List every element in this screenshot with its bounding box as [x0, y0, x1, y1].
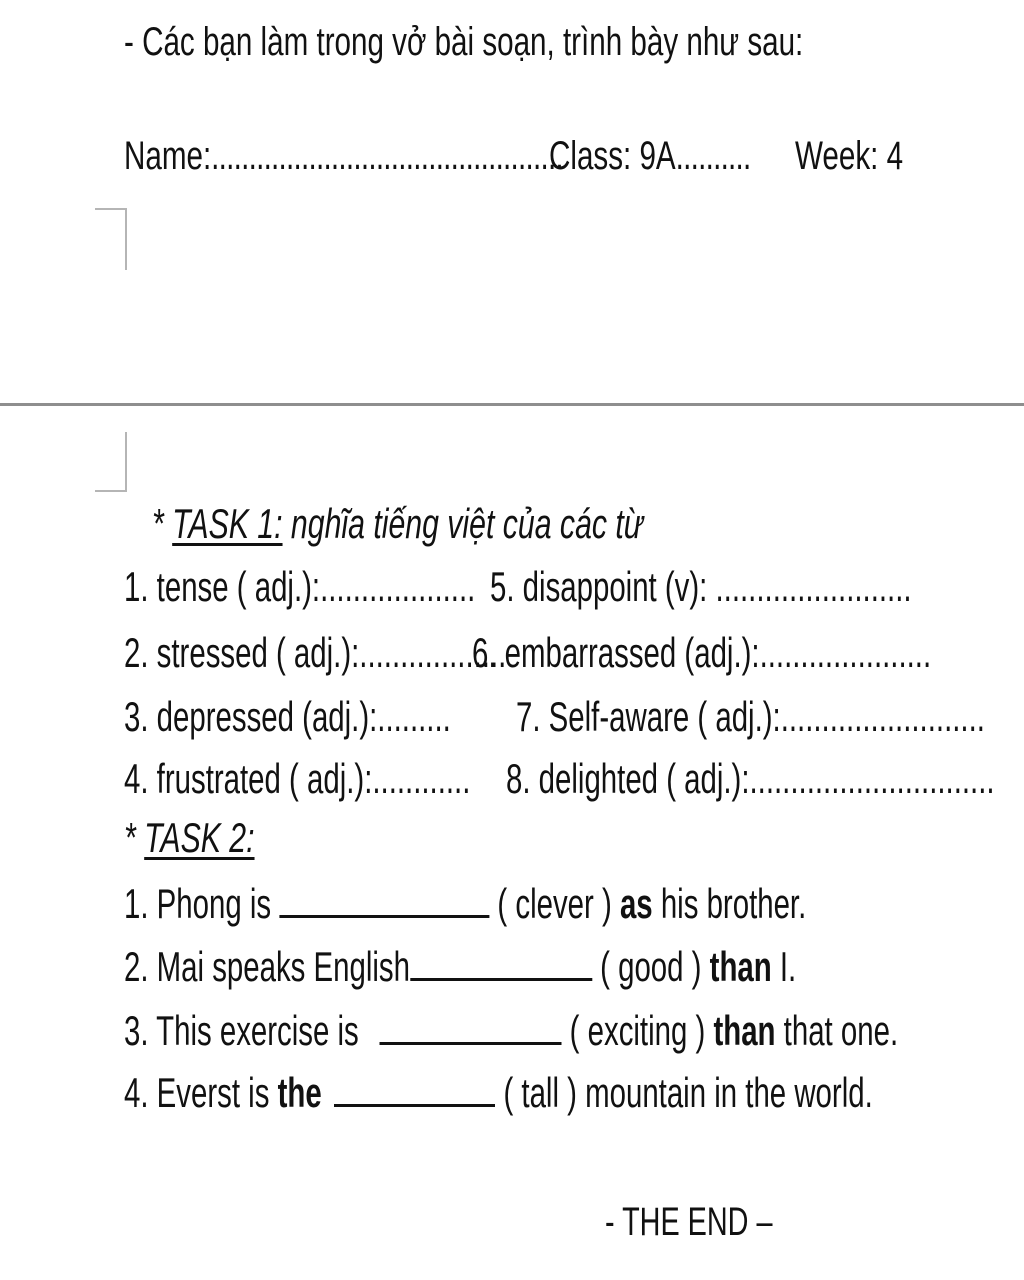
class-dots: ..........: [675, 134, 751, 178]
vocab-item: 8. delighted ( adj.):..............................: [506, 755, 995, 802]
name-dots: ...............................................: [211, 134, 563, 178]
task2-label: TASK 2:: [144, 814, 255, 861]
task2-heading: [124, 814, 255, 861]
vocab-item: 5. disappoint (v): ........................: [490, 563, 912, 610]
vocab-item: 2. stressed ( adj.):..................: [124, 629, 507, 676]
exercise-keyword: the: [277, 1069, 322, 1116]
exercise-text: 3. This exercise is: [124, 1007, 367, 1054]
exercise-keyword: than: [713, 1007, 776, 1054]
answer-blank[interactable]: [334, 1076, 495, 1107]
task1-heading: [152, 500, 643, 547]
task2-star: *: [124, 814, 145, 861]
exercise-hint: ( exciting ): [561, 1007, 714, 1054]
the-end-footer: - THE END –: [605, 1200, 773, 1244]
exercise-text: 1. Phong is: [124, 880, 280, 927]
vocab-item: 3. depressed (adj.):.........: [124, 693, 451, 740]
week-label: Week: 4: [795, 134, 904, 178]
task1-label: TASK 1:: [172, 500, 283, 547]
vocab-item: 7. Self-aware ( adj.):.........................: [516, 693, 985, 740]
exercise-keyword: as: [619, 880, 653, 927]
exercise-text: that one.: [775, 1007, 899, 1054]
exercise-text: 2. Mai speaks English: [124, 943, 410, 990]
exercise-keyword: than: [709, 943, 772, 990]
answer-blank[interactable]: [380, 1014, 562, 1045]
exercise-text: his brother.: [652, 880, 807, 927]
vocab-item: 1. tense ( adj.):...................: [124, 563, 476, 610]
class-label: Class: 9A: [549, 134, 676, 178]
name-field: [124, 136, 563, 176]
exercise-hint: ( tall ): [495, 1069, 586, 1116]
page-corner-mark-bottom: [95, 432, 127, 492]
exercise-hint: ( good ): [591, 943, 710, 990]
exercise-text: 4. Everst is: [124, 1069, 278, 1116]
name-label: Name:: [124, 134, 212, 178]
page-corner-mark-top: [95, 208, 127, 270]
exercise-text: mountain in the world.: [585, 1069, 873, 1116]
exercise-item-2: [124, 943, 797, 990]
vocab-item: 4. frustrated ( adj.):............: [124, 755, 471, 802]
task1-title: nghĩa tiếng việt của các từ: [282, 500, 643, 547]
page-separator: [0, 403, 1024, 406]
exercise-text: I.: [771, 943, 797, 990]
instruction-text: - Các bạn làm trong vở bài soạn, trình bày như sau:: [124, 20, 804, 64]
exercise-hint: ( clever ): [489, 880, 620, 927]
vocab-item: 6. embarrassed (adj.):.....................: [472, 629, 932, 676]
answer-blank[interactable]: [410, 950, 592, 981]
exercise-item-3: [124, 1007, 899, 1054]
task1-star: *: [152, 500, 173, 547]
exercise-item-1: [124, 880, 807, 927]
exercise-item-4: [124, 1069, 873, 1116]
answer-blank[interactable]: [279, 887, 489, 918]
class-field: [549, 136, 751, 176]
